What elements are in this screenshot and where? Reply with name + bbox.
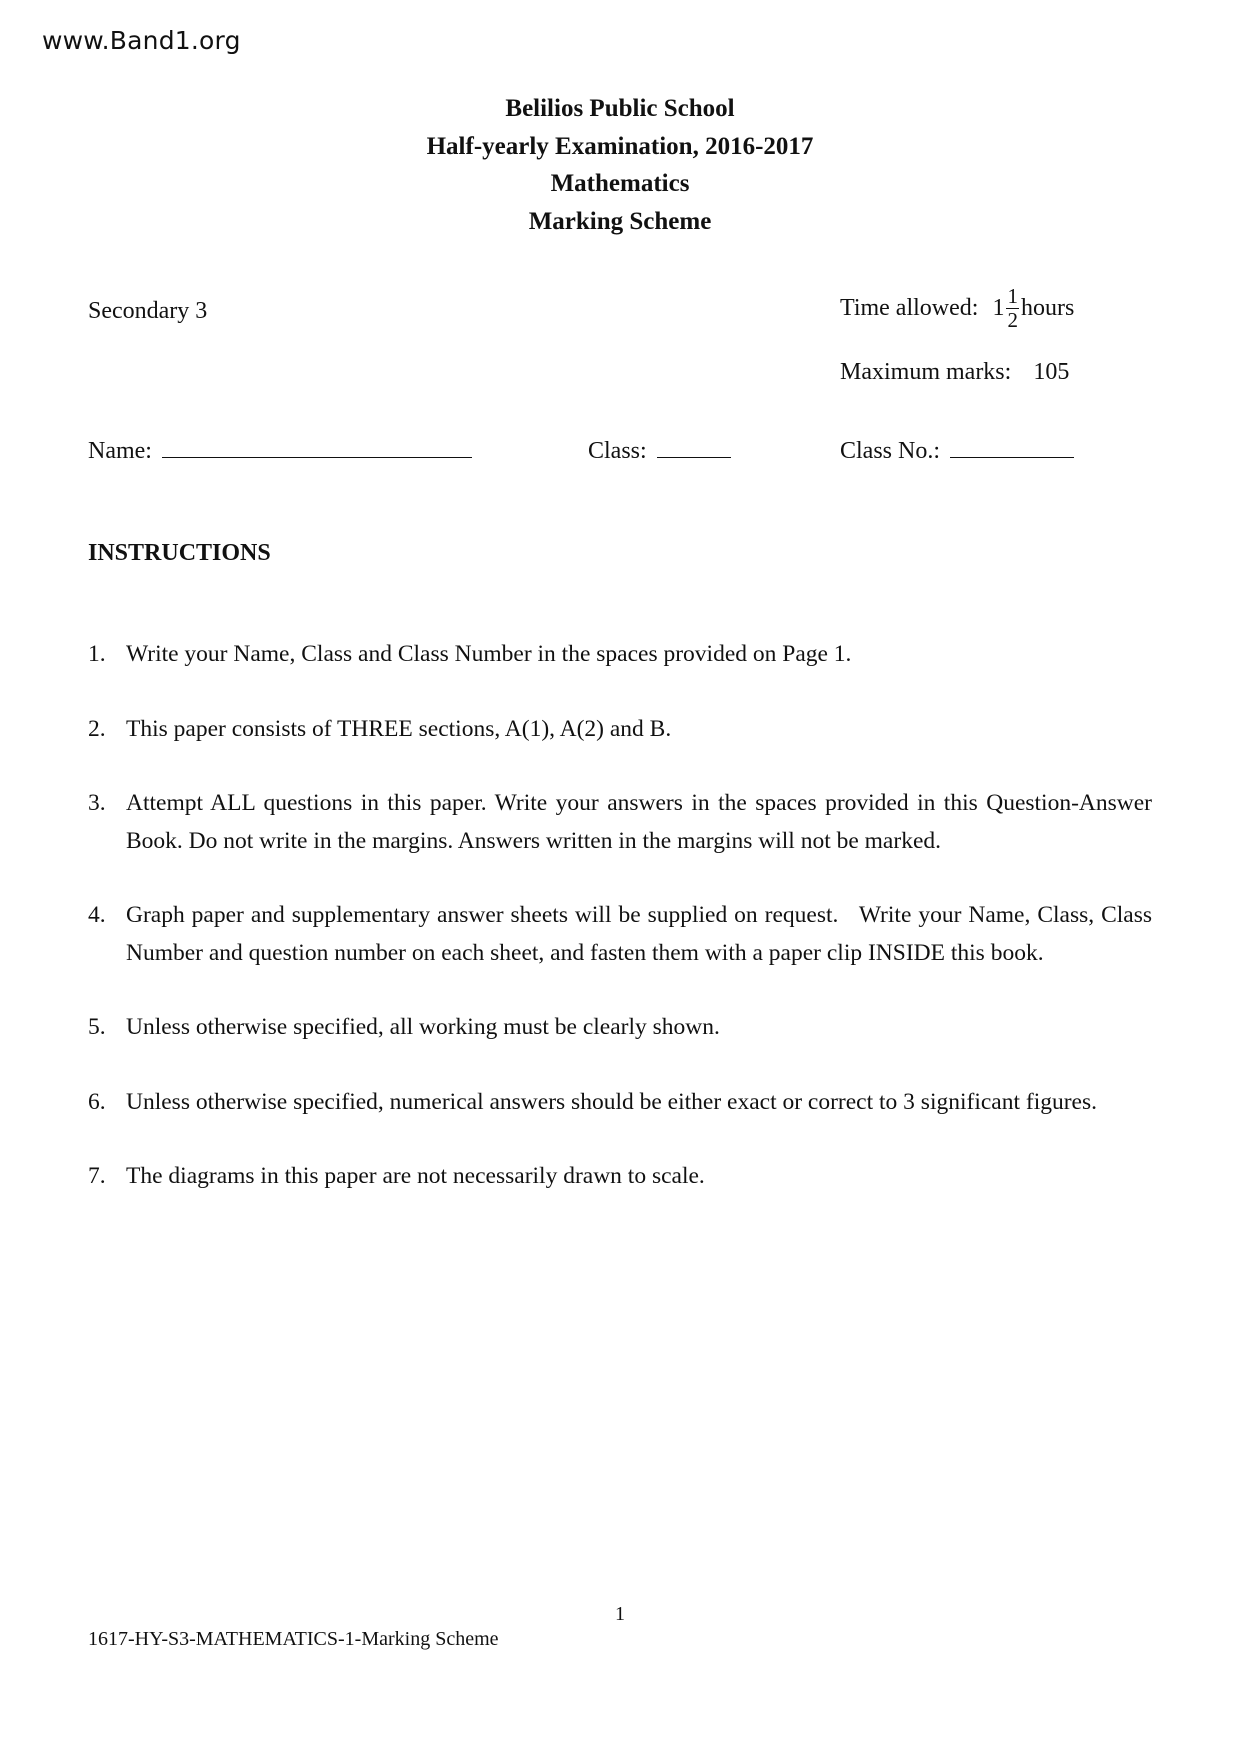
document-type: Marking Scheme (528, 207, 712, 235)
fraction-denominator: 2 (1007, 308, 1018, 332)
time-allowed-label: Time allowed: (840, 295, 979, 321)
name-blank[interactable] (162, 433, 472, 458)
instruction-number: 5. (88, 1014, 106, 1040)
instruction-text: This paper consists of THREE sections, A(1), A(2) and B. (126, 715, 672, 742)
document-code: 1617-HY-S3-MATHEMATICS-1-Marking Scheme (88, 1628, 499, 1650)
document-header (0, 90, 1240, 240)
instruction-text: Unless otherwise specified, all working must be clearly shown. (126, 1014, 720, 1040)
class-blank[interactable] (657, 433, 731, 458)
maximum-marks (840, 359, 1069, 386)
fraction-numerator: 1 (1007, 284, 1018, 308)
name-field (88, 433, 472, 465)
class-field (588, 433, 731, 465)
class-label: Class: (588, 438, 647, 464)
instruction-item (88, 1158, 1152, 1196)
school-name: Belilios Public School (505, 95, 735, 122)
instruction-text: Write your Name, Class and Class Number in the spaces provided on Page 1. (126, 641, 852, 667)
instruction-number: 7. (88, 1163, 106, 1189)
instructions-title: INSTRUCTIONS (88, 540, 271, 566)
time-unit: hours (1020, 295, 1075, 321)
instructions-list (88, 636, 1158, 1233)
max-marks-value: 105 (1033, 359, 1070, 385)
instruction-text: Graph paper and supplementary answer sheets will be supplied on request. Write your Name, Class, Class Number and question number on each sheet, and fasten them with a paper clip INSIDE this book. (126, 902, 1158, 966)
name-label: Name: (88, 438, 152, 464)
instruction-item (88, 785, 1152, 860)
instruction-text: Attempt ALL questions in this paper. Write your answers in the spaces provided in this Question-Answer Book. Do not write in the margins. Answers written in the margins will not be marked. (126, 790, 1152, 854)
exam-title: Half-yearly Examination, 2016-2017 (426, 132, 814, 160)
instruction-item (88, 636, 1152, 674)
instruction-number: 3. (88, 790, 106, 816)
class-number-field (840, 433, 1074, 465)
subject-title: Mathematics (550, 170, 690, 197)
watermark-url: www.Band1.org (42, 26, 241, 55)
time-allowed (840, 286, 1074, 331)
instruction-number: 6. (88, 1088, 106, 1115)
instruction-item (88, 711, 1152, 749)
page-number: 1 (615, 1603, 625, 1625)
instruction-number: 1. (88, 641, 106, 667)
time-fraction (1006, 286, 1019, 331)
time-whole: 1 (992, 295, 1005, 321)
max-marks-label: Maximum marks: (840, 359, 1012, 385)
instruction-item (88, 897, 1158, 972)
instruction-text: Unless otherwise specified, numerical answers should be either exact or correct to 3 significant figures. (126, 1088, 1098, 1115)
level-label: Secondary 3 (88, 298, 208, 324)
instruction-item (88, 1009, 1152, 1047)
instruction-text: The diagrams in this paper are not necessarily drawn to scale. (126, 1163, 705, 1189)
instruction-item (88, 1084, 1152, 1122)
instruction-number: 4. (88, 902, 106, 928)
instruction-number: 2. (88, 715, 106, 742)
class-number-label: Class No.: (840, 438, 941, 464)
class-number-blank[interactable] (950, 433, 1074, 458)
